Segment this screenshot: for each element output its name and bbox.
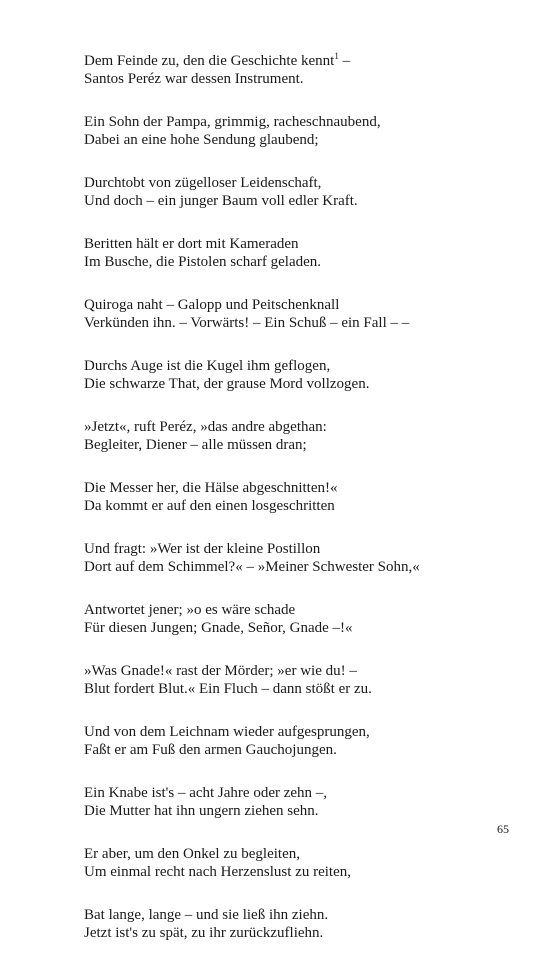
verse-line: Bat lange, lange – und sie ließ ihn ziehn. (84, 907, 329, 923)
verse-line: Und doch – ein junger Baum voll edler Kraft. (84, 193, 358, 209)
stanza-12 (84, 723, 524, 759)
verse-line: Jetzt ist's zu spät, zu ihr zurückzufliehn. (84, 925, 324, 941)
verse-line: Begleiter, Diener – alle müssen dran; (84, 437, 307, 453)
verse-line: Antwortet jener; »o es wäre schade (84, 602, 296, 618)
verse-line: Durchs Auge ist die Kugel ihm geflogen, (84, 358, 331, 374)
page-number: 65 (497, 822, 509, 836)
stanza-4 (84, 235, 524, 271)
verse-line: Ein Sohn der Pampa, grimmig, racheschnaubend, (84, 114, 381, 130)
verse-line: »Jetzt«, ruft Peréz, »das andre abgethan: (84, 419, 327, 435)
verse-line: Faßt er am Fuß den armen Gauchojungen. (84, 742, 337, 758)
stanza-6 (84, 357, 524, 393)
verse-line: Santos Peréz war dessen Instrument. (84, 71, 304, 87)
verse-line: Für diesen Jungen; Gnade, Señor, Gnade –!« (84, 620, 353, 636)
verse-line: Und von dem Leichnam wieder aufgesprungen, (84, 724, 370, 740)
stanza-15 (84, 906, 524, 942)
stanza-11 (84, 662, 524, 698)
verse-line: Die Messer her, die Hälse abgeschnitten!« (84, 480, 338, 496)
verse-tail: – (338, 53, 351, 69)
verse-line (84, 52, 524, 70)
stanza-7 (84, 418, 524, 454)
stanza-3 (84, 174, 524, 210)
verse-line: Die Mutter hat ihn ungern ziehen sehn. (84, 803, 319, 819)
verse-line: Dort auf dem Schimmel?« – »Meiner Schwester Sohn,« (84, 559, 420, 575)
footnote-marker[interactable]: 1 (334, 51, 339, 61)
verse-line: Quiroga naht – Galopp und Peitschenknall (84, 297, 340, 313)
verse-line: Da kommt er auf den einen losgeschritten (84, 498, 335, 514)
stanza-1 (84, 52, 524, 88)
verse-line: Blut fordert Blut.« Ein Fluch – dann stößt er zu. (84, 681, 372, 697)
verse-line: Durchtobt von zügelloser Leidenschaft, (84, 175, 322, 191)
stanza-9 (84, 540, 524, 576)
stanza-13 (84, 784, 524, 820)
verse-text: Dem Feinde zu, den die Geschichte kennt (84, 53, 335, 69)
stanza-2 (84, 113, 524, 149)
verse-line: Um einmal recht nach Herzenslust zu reiten, (84, 864, 351, 880)
verse-line: Und fragt: »Wer ist der kleine Postillon (84, 541, 321, 557)
stanza-8 (84, 479, 524, 515)
verse-line: Beritten hält er dort mit Kameraden (84, 236, 299, 252)
verse-line: Ein Knabe ist's – acht Jahre oder zehn –, (84, 785, 328, 801)
stanza-14 (84, 845, 524, 881)
verse-line: Verkünden ihn. – Vorwärts! – Ein Schuß – ein Fall – – (84, 315, 410, 331)
verse-line: »Was Gnade!« rast der Mörder; »er wie du! – (84, 663, 357, 679)
stanza-5 (84, 296, 524, 332)
verse-line: Dabei an eine hohe Sendung glaubend; (84, 132, 319, 148)
stanza-10 (84, 601, 524, 637)
verse-line: Im Busche, die Pistolen scharf geladen. (84, 254, 322, 270)
verse-line: Die schwarze That, der grause Mord vollzogen. (84, 376, 370, 392)
poem-body (84, 52, 524, 967)
verse-line: Er aber, um den Onkel zu begleiten, (84, 846, 300, 862)
